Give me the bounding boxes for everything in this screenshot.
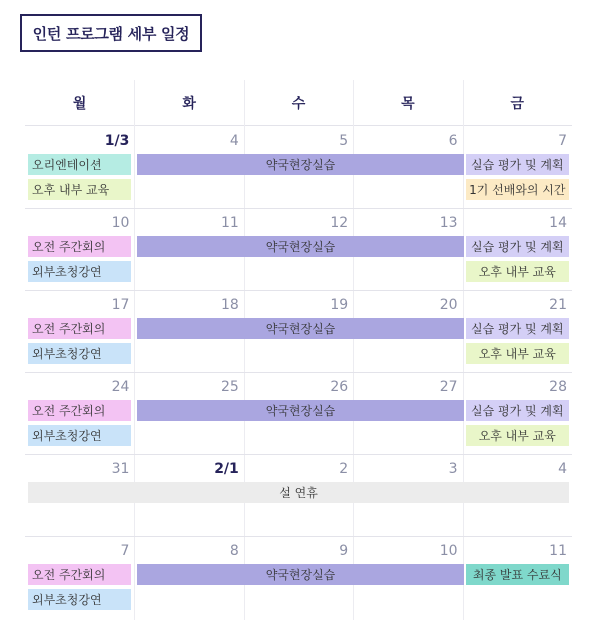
day-number: 4: [558, 461, 567, 477]
day-number: 11: [220, 215, 239, 231]
day-number: 26: [330, 379, 349, 395]
day-number: 21: [549, 297, 567, 313]
schedule-event[interactable]: 오리엔테이션: [28, 154, 131, 175]
weekday-header: 화: [182, 96, 196, 112]
day-number: 2/1: [214, 461, 239, 477]
schedule-event[interactable]: 외부초청강연: [28, 261, 131, 282]
schedule-event[interactable]: 설 연휴: [28, 482, 569, 503]
schedule-event[interactable]: 약국현장실습: [137, 318, 463, 339]
day-number: 19: [330, 297, 349, 313]
day-number: 2: [339, 461, 349, 477]
day-number: 20: [439, 297, 458, 313]
schedule-event[interactable]: 오후 내부 교육: [466, 261, 569, 282]
schedule-event[interactable]: 1기 선배와의 시간: [466, 179, 569, 200]
day-number: 14: [549, 215, 567, 231]
schedule-event[interactable]: 오후 내부 교육: [466, 425, 569, 446]
weekday-header-row: [25, 80, 572, 126]
day-number: 1/3: [104, 133, 130, 149]
schedule-event[interactable]: 약국현장실습: [137, 154, 463, 175]
schedule-event[interactable]: 실습 평가 및 계획: [466, 154, 569, 175]
schedule-event[interactable]: 오전 주간회의: [28, 318, 131, 339]
schedule-event[interactable]: 약국현장실습: [137, 236, 463, 257]
weekday-header: 월: [72, 96, 87, 112]
day-number: 10: [439, 543, 458, 559]
schedule-event[interactable]: 약국현장실습: [137, 400, 463, 421]
schedule-event[interactable]: 최종 발표 수료식: [466, 564, 569, 585]
weekday-header: 목: [401, 96, 415, 112]
column-divider: [134, 80, 135, 620]
day-number: 3: [448, 461, 458, 477]
day-number: 5: [339, 133, 349, 149]
day-number: 9: [339, 543, 349, 559]
day-number: 4: [229, 133, 239, 149]
day-number: 8: [229, 543, 239, 559]
week-divider: [25, 454, 572, 455]
schedule-event[interactable]: 외부초청강연: [28, 589, 131, 610]
schedule-event[interactable]: 오후 내부 교육: [466, 343, 569, 364]
page-title: 인턴 프로그램 세부 일정: [20, 14, 202, 52]
schedule-event[interactable]: 오전 주간회의: [28, 236, 131, 257]
day-number: 7: [558, 133, 567, 149]
schedule-event[interactable]: 약국현장실습: [137, 564, 463, 585]
day-number: 31: [111, 461, 130, 477]
day-number: 13: [439, 215, 458, 231]
day-number: 17: [111, 297, 130, 313]
schedule-event[interactable]: 실습 평가 및 계획: [466, 236, 569, 257]
day-number: 6: [448, 133, 458, 149]
schedule-calendar: [25, 80, 572, 620]
schedule-event[interactable]: 오전 주간회의: [28, 400, 131, 421]
day-number: 24: [111, 379, 130, 395]
schedule-event[interactable]: 오전 주간회의: [28, 564, 131, 585]
day-number: 25: [220, 379, 239, 395]
week-divider: [25, 290, 572, 291]
weekday-header: 수: [291, 96, 306, 112]
schedule-event[interactable]: 외부초청강연: [28, 343, 131, 364]
day-number: 28: [549, 379, 567, 395]
weekday-header: 금: [510, 96, 525, 112]
schedule-event[interactable]: 실습 평가 및 계획: [466, 400, 569, 421]
schedule-event[interactable]: 실습 평가 및 계획: [466, 318, 569, 339]
week-divider: [25, 208, 572, 209]
schedule-event[interactable]: 외부초청강연: [28, 425, 131, 446]
week-divider: [25, 372, 572, 373]
schedule-event[interactable]: 오후 내부 교육: [28, 179, 131, 200]
day-number: 27: [439, 379, 458, 395]
week-divider: [25, 536, 572, 537]
day-number: 10: [111, 215, 130, 231]
day-number: 7: [120, 543, 130, 559]
day-number: 18: [220, 297, 239, 313]
day-number: 12: [330, 215, 349, 231]
day-number: 11: [549, 543, 567, 559]
